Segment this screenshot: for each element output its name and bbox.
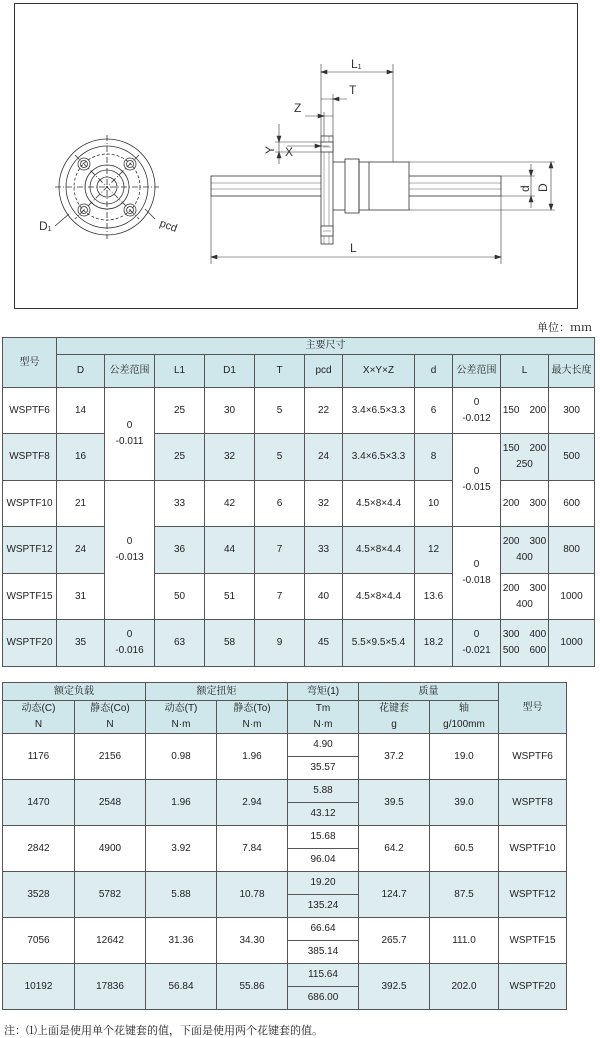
header-tolerance-D: 公差范围	[105, 355, 155, 388]
cell-max-length: 1000	[549, 574, 595, 620]
cell-Tm-single: 66.64	[288, 918, 359, 941]
dimensions-table	[2, 337, 595, 667]
cell-L: 200 300	[501, 481, 549, 527]
cell-D: 24	[57, 527, 105, 574]
cell-nut-mass: 265.7	[359, 918, 430, 964]
header-L: L	[501, 355, 549, 388]
cell-static-Co: 17836	[75, 964, 146, 1010]
load-table	[2, 682, 567, 1010]
cell-model: WSPTF10	[499, 826, 567, 872]
dim-label-D1: D₁	[39, 219, 52, 233]
cell-pcd: 24	[305, 434, 343, 481]
cell-D: 31	[57, 574, 105, 620]
header-pcd: pcd	[305, 355, 343, 388]
cell-Tm-double: 135.24	[288, 895, 359, 918]
cell-dynamic-C: 2842	[3, 826, 75, 872]
header-model: 型号	[499, 683, 567, 734]
cell-static-Co: 2548	[75, 780, 146, 826]
cell-d: 6	[415, 388, 453, 434]
cell-max-length: 1000	[549, 620, 595, 667]
cell-shaft-mass: 111.0	[430, 918, 499, 964]
cell-T: 5	[255, 388, 305, 434]
cell-static-Co: 12642	[75, 918, 146, 964]
drawing-svg	[15, 4, 579, 310]
cell-Tm-single: 15.68	[288, 826, 359, 849]
cell-pcd: 40	[305, 574, 343, 620]
flange-front-view	[39, 135, 179, 239]
cell-d: 12	[415, 527, 453, 574]
cell-D1: 44	[205, 527, 255, 574]
cell-static-To: 55.86	[217, 964, 288, 1010]
cell-dynamic-T: 3.92	[146, 826, 217, 872]
footnote: 注：⑴上面是使用单个花键套的值，下面是使用两个花键套的值。	[4, 1025, 323, 1037]
cell-nut-mass: 39.5	[359, 780, 430, 826]
cell-pcd: 45	[305, 620, 343, 667]
cell-T: 7	[255, 527, 305, 574]
cell-L1: 50	[155, 574, 205, 620]
cell-model: WSPTF12	[499, 872, 567, 918]
cell-nut-mass: 392.5	[359, 964, 430, 1010]
cell-shaft-mass: 19.0	[430, 734, 499, 780]
header-D: D	[57, 355, 105, 388]
header-T: T	[255, 355, 305, 388]
header-moment: 弯矩(1)	[288, 683, 359, 701]
cell-model: WSPTF10	[3, 481, 57, 527]
cell-L1: 25	[155, 434, 205, 481]
cell-D1: 58	[205, 620, 255, 667]
cell-static-Co: 4900	[75, 826, 146, 872]
cell-D1: 32	[205, 434, 255, 481]
cell-L: 150 200	[501, 388, 549, 434]
dim-label-d: d	[518, 185, 532, 192]
cell-Tm-single: 4.90	[288, 734, 359, 757]
table-row	[3, 734, 567, 757]
cell-xyz: 5.5×9.5×5.4	[343, 620, 415, 667]
header-shaft-mass: 轴 g/100mm	[430, 701, 499, 734]
cell-dynamic-C: 1470	[3, 780, 75, 826]
unit-note: 单位：ｍｍ	[537, 322, 592, 334]
table-row	[3, 826, 567, 849]
table-row	[3, 527, 595, 574]
dim-label-T: T	[349, 83, 357, 97]
cell-Tm-single: 115.64	[288, 964, 359, 987]
cell-xyz: 4.5×8×4.4	[343, 574, 415, 620]
cell-tolerance-D: 0 -0.013	[105, 481, 155, 620]
header-model: 型号	[3, 338, 57, 388]
cell-L1: 36	[155, 527, 205, 574]
cell-dynamic-T: 0.98	[146, 734, 217, 780]
cell-model: WSPTF20	[3, 620, 57, 667]
cell-model: WSPTF12	[3, 527, 57, 574]
cell-dynamic-C: 1176	[3, 734, 75, 780]
cell-shaft-mass: 39.0	[430, 780, 499, 826]
header-D1: D1	[205, 355, 255, 388]
cell-model: WSPTF20	[499, 964, 567, 1010]
table-row	[3, 434, 595, 481]
shaft-side-view	[211, 136, 501, 244]
cell-d: 13.6	[415, 574, 453, 620]
header-nut-mass: 花键套 g	[359, 701, 430, 734]
cell-shaft-mass: 60.5	[430, 826, 499, 872]
cell-D: 14	[57, 388, 105, 434]
cell-tolerance-D: 0 -0.016	[105, 620, 155, 667]
cell-D: 21	[57, 481, 105, 527]
cell-tolerance-d: 0 -0.012	[453, 388, 501, 434]
cell-static-Co: 5782	[75, 872, 146, 918]
cell-max-length: 600	[549, 481, 595, 527]
cell-D1: 30	[205, 388, 255, 434]
cell-L: 200 300 400	[501, 574, 549, 620]
cell-L1: 63	[155, 620, 205, 667]
cell-dynamic-T: 5.88	[146, 872, 217, 918]
cell-xyz: 3.4×6.5×3.3	[343, 388, 415, 434]
table-row	[3, 872, 567, 895]
header-max-length: 最大长度	[549, 355, 595, 388]
cell-T: 6	[255, 481, 305, 527]
cell-d: 10	[415, 481, 453, 527]
cell-pcd: 32	[305, 481, 343, 527]
cell-max-length: 800	[549, 527, 595, 574]
cell-tolerance-d: 0 -0.015	[453, 434, 501, 527]
header-main-dimensions: 主要尺寸	[57, 338, 595, 355]
cell-T: 9	[255, 620, 305, 667]
cell-D: 35	[57, 620, 105, 667]
header-L1: L1	[155, 355, 205, 388]
table-row	[3, 481, 595, 527]
dim-label-pcd: pcd	[157, 217, 179, 235]
cell-nut-mass: 124.7	[359, 872, 430, 918]
cell-xyz: 4.5×8×4.4	[343, 481, 415, 527]
table-row	[3, 964, 567, 987]
cell-dynamic-T: 56.84	[146, 964, 217, 1010]
header-static-Co: 静态(Co) N	[75, 701, 146, 734]
cell-D: 16	[57, 434, 105, 481]
header-tolerance-d: 公差范围	[453, 355, 501, 388]
cell-Tm-double: 43.12	[288, 803, 359, 826]
cell-xyz: 4.5×8×4.4	[343, 527, 415, 574]
dim-label-D: D	[536, 183, 550, 192]
cell-pcd: 33	[305, 527, 343, 574]
cell-nut-mass: 64.2	[359, 826, 430, 872]
cell-L: 150 200 250	[501, 434, 549, 481]
header-rated-load: 额定负载	[3, 683, 146, 701]
table-row	[3, 620, 595, 667]
header-mass: 质量	[359, 683, 499, 701]
cell-static-To: 7.84	[217, 826, 288, 872]
table-row	[3, 780, 567, 803]
cell-T: 5	[255, 434, 305, 481]
dim-label-X: X	[285, 145, 294, 159]
cell-max-length: 300	[549, 388, 595, 434]
cell-dynamic-T: 31.36	[146, 918, 217, 964]
dim-label-L1: L₁	[351, 57, 362, 71]
cell-model: WSPTF6	[3, 388, 57, 434]
header-d: d	[415, 355, 453, 388]
cell-tolerance-D: 0 -0.011	[105, 388, 155, 481]
cell-L1: 25	[155, 388, 205, 434]
cell-dynamic-C: 3528	[3, 872, 75, 918]
table-row	[3, 388, 595, 434]
technical-drawing	[14, 3, 578, 309]
cell-D1: 51	[205, 574, 255, 620]
cell-pcd: 22	[305, 388, 343, 434]
header-dynamic-T: 动态(T) N·m	[146, 701, 217, 734]
cell-model: WSPTF6	[499, 734, 567, 780]
cell-xyz: 3.4×6.5×3.3	[343, 434, 415, 481]
cell-nut-mass: 37.2	[359, 734, 430, 780]
cell-dynamic-T: 1.96	[146, 780, 217, 826]
cell-Tm-single: 19.20	[288, 872, 359, 895]
cell-Tm-double: 35.57	[288, 757, 359, 780]
cell-L1: 33	[155, 481, 205, 527]
dim-label-L: L	[350, 241, 357, 255]
dimension-labels	[263, 57, 550, 255]
cell-tolerance-d: 0 -0.018	[453, 527, 501, 620]
cell-max-length: 500	[549, 434, 595, 481]
header-Tm: Tm N·m	[288, 701, 359, 734]
cell-static-To: 10.78	[217, 872, 288, 918]
cell-model: WSPTF15	[499, 918, 567, 964]
header-rated-torque: 额定扭矩	[146, 683, 288, 701]
header-static-To: 静态(To) N·m	[217, 701, 288, 734]
cell-model: WSPTF15	[3, 574, 57, 620]
cell-d: 8	[415, 434, 453, 481]
cell-dynamic-C: 7056	[3, 918, 75, 964]
cell-model: WSPTF8	[499, 780, 567, 826]
cell-shaft-mass: 202.0	[430, 964, 499, 1010]
cell-tolerance-d: 0 -0.021	[453, 620, 501, 667]
header-xyz: X×Y×Z	[343, 355, 415, 388]
table-row	[3, 918, 567, 941]
cell-L: 200 300 400	[501, 527, 549, 574]
cell-static-To: 34.30	[217, 918, 288, 964]
cell-model: WSPTF8	[3, 434, 57, 481]
cell-dynamic-C: 10192	[3, 964, 75, 1010]
cell-D1: 42	[205, 481, 255, 527]
dim-label-Y: Y	[263, 145, 277, 154]
cell-Tm-double: 385.14	[288, 941, 359, 964]
cell-Tm-double: 96.04	[288, 849, 359, 872]
header-dynamic-C: 动态(C) N	[3, 701, 75, 734]
dim-label-Z: Z	[294, 101, 302, 115]
cell-d: 18.2	[415, 620, 453, 667]
cell-static-To: 1.96	[217, 734, 288, 780]
cell-T: 7	[255, 574, 305, 620]
cell-static-To: 2.94	[217, 780, 288, 826]
cell-Tm-double: 686.00	[288, 987, 359, 1010]
cell-Tm-single: 5.88	[288, 780, 359, 803]
cell-shaft-mass: 87.5	[430, 872, 499, 918]
table-row	[3, 574, 595, 620]
cell-L: 300 400 500 600	[501, 620, 549, 667]
cell-static-Co: 2156	[75, 734, 146, 780]
